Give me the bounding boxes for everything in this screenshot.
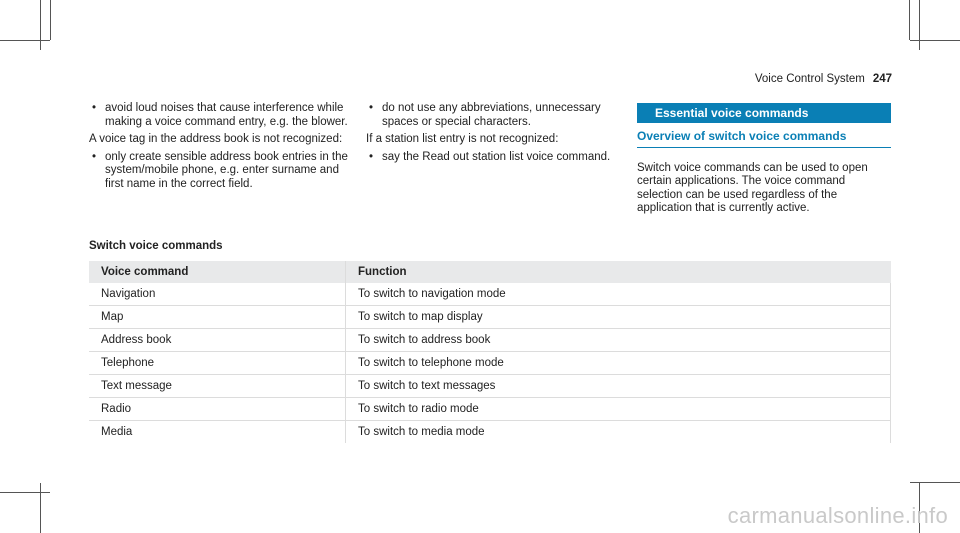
subsection-heading: Overview of switch voice commands (637, 130, 891, 148)
table-cell: To switch to radio mode (346, 398, 891, 421)
table-row (89, 398, 891, 421)
list-item (366, 102, 621, 129)
table-row (89, 329, 891, 352)
table-header-row (89, 261, 891, 283)
crop-mark (919, 0, 920, 50)
bullet-icon: • (92, 150, 97, 163)
table-cell: To switch to navigation mode (346, 283, 891, 306)
crop-mark (909, 0, 910, 40)
table-cell: Radio (89, 398, 346, 421)
list-item (89, 102, 349, 129)
table-row (89, 352, 891, 375)
table-cell: Address book (89, 329, 346, 352)
column-header: Voice command (89, 261, 346, 283)
table-row (89, 283, 891, 306)
table-title: Switch voice commands (89, 240, 223, 252)
crop-mark (910, 40, 960, 41)
list-item-text: only create sensible address book entries in the system/mobile phone, e.g. enter surname and first name in the correct field. (105, 150, 348, 190)
crop-mark (50, 0, 51, 40)
column-1 (89, 102, 349, 195)
crop-mark (0, 492, 50, 493)
commands-table (89, 261, 891, 443)
list-item-text: do not use any abbreviations, unnecessary spaces or special characters. (382, 102, 601, 128)
table-cell: Navigation (89, 283, 346, 306)
table-row (89, 421, 891, 444)
bullet-icon: • (369, 102, 374, 114)
paragraph: If a station list entry is not recognized: (366, 133, 559, 145)
table-cell: Map (89, 306, 346, 329)
section-title: Voice Control System (754, 73, 865, 85)
table-cell: To switch to map display (346, 306, 891, 329)
column-2 (366, 102, 621, 168)
section-band: Essential voice commands (637, 103, 891, 123)
crop-mark (40, 483, 41, 533)
column-header: Function (346, 261, 891, 283)
bullet-icon: • (92, 102, 97, 114)
table-cell: To switch to media mode (346, 421, 891, 444)
table-cell: To switch to address book (346, 329, 891, 352)
table-cell: Telephone (89, 352, 346, 375)
column-3 (637, 103, 891, 220)
table-cell: To switch to text messages (346, 375, 891, 398)
watermark-link[interactable]: carmanualsonline.info (727, 503, 948, 528)
table-cell: Text message (89, 375, 346, 398)
page-header (755, 73, 892, 85)
page-number: 247 (872, 73, 892, 85)
crop-mark (40, 0, 41, 50)
list-item (366, 151, 621, 165)
paragraph: Switch voice commands can be used to open certain applications. The voice command selection can be used regardless of the application that is currently active. (637, 161, 868, 214)
crop-mark (0, 40, 50, 41)
paragraph: A voice tag in the address book is not recognized: (89, 133, 343, 145)
list-item-text: say the Read out station list voice command. (382, 150, 611, 163)
table-row (89, 375, 891, 398)
crop-mark (910, 482, 960, 483)
list-item-text: avoid loud noises that cause interference while making a voice command entry, e.g. the blower. (105, 102, 348, 128)
list-item (89, 151, 349, 192)
table-cell: To switch to telephone mode (346, 352, 891, 375)
table-row (89, 306, 891, 329)
table-cell: Media (89, 421, 346, 444)
bullet-icon: • (369, 150, 374, 163)
